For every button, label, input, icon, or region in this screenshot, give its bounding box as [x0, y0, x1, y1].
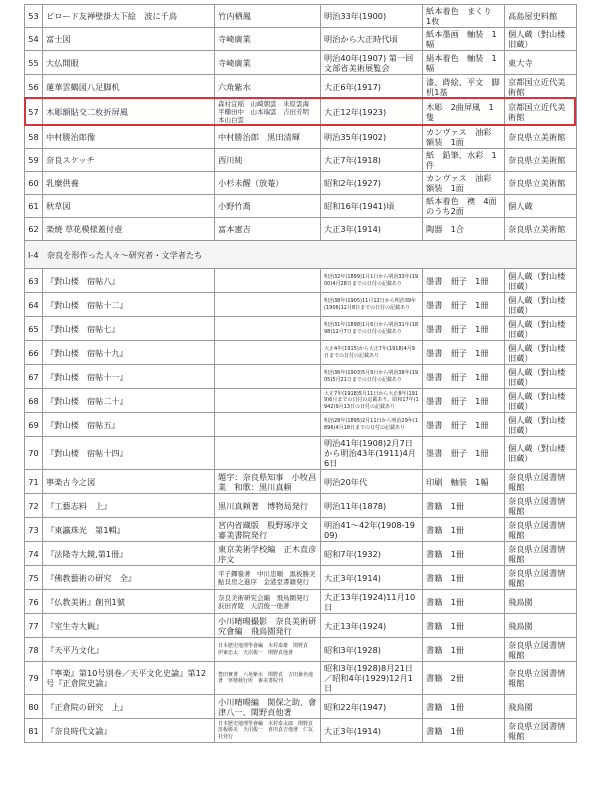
item-title: 『工藝志料 上』 — [43, 494, 215, 518]
item-artist — [215, 365, 321, 389]
item-owner: 奈良県立美術館 — [505, 218, 577, 241]
catalog-row — [25, 518, 577, 542]
item-owner: 個人蔵（對山楼旧蔵） — [505, 437, 577, 470]
item-date: 明治20年代 — [321, 470, 423, 494]
item-date: 昭和3年(1928)8月21日／昭和4年(1929)12月1日 — [321, 662, 423, 695]
catalog-row — [25, 172, 577, 195]
item-artist: 題字：奈良県知事 小牧昌業 和歌：黒川真頼 — [215, 470, 321, 494]
catalog-row — [25, 590, 577, 614]
item-date: 大正3年(1914) — [321, 719, 423, 743]
item-title: 『對山楼 宿帖十一』 — [43, 365, 215, 389]
item-number: 61 — [25, 195, 43, 218]
item-title: 『對山楼 宿帖十二』 — [43, 293, 215, 317]
item-date: 大正3年(1914) — [321, 218, 423, 241]
item-artist: 小杉未醒（放菴） — [215, 172, 321, 195]
catalog-row — [25, 719, 577, 743]
item-date: 昭和3年(1928) — [321, 638, 423, 662]
item-owner: 奈良県立図書情報館 — [505, 542, 577, 566]
item-date: 明治41年(1908)2月7日から明治43年(1911)4月6日 — [321, 437, 423, 470]
item-title: 中村勝治郎像 — [43, 126, 215, 149]
item-date: 明治11年(1878) — [321, 494, 423, 518]
item-medium: 書籍 1冊 — [423, 719, 505, 743]
item-number: 75 — [25, 566, 43, 590]
item-medium: 墨書 冊子 1冊 — [423, 365, 505, 389]
item-number: 78 — [25, 638, 43, 662]
item-date: 大正7年(1918) — [321, 149, 423, 172]
item-date: 明治35年(1902) — [321, 126, 423, 149]
section-header-row — [25, 241, 577, 269]
item-artist: 小野竹喬 — [215, 195, 321, 218]
item-artist — [215, 437, 321, 470]
item-number: 76 — [25, 590, 43, 614]
item-medium: 紙本着色 まくり 1枚 — [423, 5, 505, 28]
item-number: 54 — [25, 28, 43, 51]
item-medium: 紙本着色 襖 4面のうち2面 — [423, 195, 505, 218]
item-artist: 富本憲吉 — [215, 218, 321, 241]
item-medium: 陶器 1合 — [423, 218, 505, 241]
item-date: 昭和2年(1927) — [321, 172, 423, 195]
catalog-row — [25, 293, 577, 317]
catalog-row — [25, 413, 577, 437]
catalog-row — [25, 126, 577, 149]
item-title: 『仏教美術』創刊1號 — [43, 590, 215, 614]
item-number: 58 — [25, 126, 43, 149]
item-owner: 高島屋史料館 — [505, 5, 577, 28]
item-medium: 紙本墨画 軸装 1幅 — [423, 28, 505, 51]
item-date: 大正3年(1914) — [321, 566, 423, 590]
item-number: 53 — [25, 5, 43, 28]
item-title: 『對山楼 宿帖二十』 — [43, 389, 215, 413]
catalog-row — [25, 494, 577, 518]
catalog-row — [25, 269, 577, 293]
item-owner: 飛鳥園 — [505, 695, 577, 719]
item-artist: 小川晴暘編 関保之助、會津八一、関野貞他著 — [215, 695, 321, 719]
item-title: 『天平乃文化』 — [43, 638, 215, 662]
catalog-row — [25, 614, 577, 638]
item-title: 木彫額貼交二枚折屏風 — [43, 99, 215, 126]
catalog-row — [25, 5, 577, 28]
item-owner: 奈良県立図書情報館 — [505, 662, 577, 695]
item-owner: 奈良県立美術館 — [505, 126, 577, 149]
item-owner: 個人蔵（對山楼旧蔵） — [505, 317, 577, 341]
catalog-table — [24, 4, 577, 743]
item-number: 79 — [25, 662, 43, 695]
item-date: 昭和22年(1947) — [321, 695, 423, 719]
item-number: 81 — [25, 719, 43, 743]
item-number: 56 — [25, 75, 43, 99]
item-number: 68 — [25, 389, 43, 413]
item-title: 『對山楼 宿帖七』 — [43, 317, 215, 341]
item-owner: 奈良県立図書情報館 — [505, 566, 577, 590]
item-artist: 日本歴史地理學會編 木村泰太郎 関野貞 黒板勝美 天沼俊一 喜田貞吉他著 仁友社発行 — [215, 719, 321, 743]
item-number: 64 — [25, 293, 43, 317]
item-number: 73 — [25, 518, 43, 542]
item-title: 『奈良時代文論』 — [43, 719, 215, 743]
item-medium: カンヴァス 油彩 額装 1面 — [423, 172, 505, 195]
item-number: 69 — [25, 413, 43, 437]
catalog-row — [25, 51, 577, 75]
item-medium: 書籍 1冊 — [423, 590, 505, 614]
item-artist: 東京美術学校編 正木直彦序文 — [215, 542, 321, 566]
item-number: 63 — [25, 269, 43, 293]
catalog-row — [25, 75, 577, 99]
item-artist: 竹内栖鳳 — [215, 5, 321, 28]
item-medium: 漆、蒔絵、平文 脚机1基 — [423, 75, 505, 99]
item-artist — [215, 341, 321, 365]
catalog-row — [25, 662, 577, 695]
item-artist: 豊田實著 六角紫水 関野貞 吉田兼名他著 寧楽發行所 審美書院刊 — [215, 662, 321, 695]
item-date: 明治31年(1898)1月6日から明治31年(1898)12月7日までの日付の記載あり — [321, 317, 423, 341]
catalog-row — [25, 218, 577, 241]
item-number: 66 — [25, 341, 43, 365]
item-date: 明治から大正時代頃 — [321, 28, 423, 51]
item-medium: 書籍 1冊 — [423, 566, 505, 590]
item-title: 寧楽古今之図 — [43, 470, 215, 494]
catalog-row — [25, 542, 577, 566]
item-title: 『佛教藝術の研究 全』 — [43, 566, 215, 590]
item-date: 大正13年(1924) — [321, 614, 423, 638]
item-title: 乳糜供養 — [43, 172, 215, 195]
item-artist: 奈良美術研究会編 飛鳥園発行 浜田青陵 天沼俊一他著 — [215, 590, 321, 614]
item-date: 明治32年(1899)1月1日から明治33年(1900)4月28日までの日付の記載あり — [321, 269, 423, 293]
item-title: 秋草図 — [43, 195, 215, 218]
catalog-row — [25, 317, 577, 341]
item-owner: 奈良県立図書情報館 — [505, 494, 577, 518]
item-date: 昭和7年(1932) — [321, 542, 423, 566]
item-date: 明治36年(1903)5月9日から明治38年(1905)5月21日までの日付の記載あり — [321, 365, 423, 389]
item-title: ビロード友禅壁掛大下絵 波に千鳥 — [43, 5, 215, 28]
item-title: 『對山楼 宿帖八』 — [43, 269, 215, 293]
item-number: 70 — [25, 437, 43, 470]
item-title: 富士図 — [43, 28, 215, 51]
item-date: 明治40年(1907) 第一回文部省美術展覧会 — [321, 51, 423, 75]
catalog-row — [25, 437, 577, 470]
item-number: 55 — [25, 51, 43, 75]
item-title: 楽焼 草花模様蓋付壺 — [43, 218, 215, 241]
item-medium: 書籍 1冊 — [423, 695, 505, 719]
item-number: 60 — [25, 172, 43, 195]
item-medium: 印刷 軸装 1幅 — [423, 470, 505, 494]
item-medium: 書籍 1冊 — [423, 614, 505, 638]
item-medium: 書籍 1冊 — [423, 518, 505, 542]
item-medium: 書籍 1冊 — [423, 542, 505, 566]
item-date: 昭和16年(1941)頃 — [321, 195, 423, 218]
item-date: 大正6年(1917) — [321, 75, 423, 99]
item-owner: 個人蔵（對山楼旧蔵） — [505, 365, 577, 389]
item-medium: 墨書 冊子 1冊 — [423, 269, 505, 293]
item-date: 大正7年(1918)5月11日から大正8年(1919)6月までの日付の記載あり、昭和17年(1942)9月13日の日付の記載あり — [321, 389, 423, 413]
item-date: 明治33年(1900) — [321, 5, 423, 28]
item-title: 『對山楼 宿帖十四』 — [43, 437, 215, 470]
catalog-row — [25, 638, 577, 662]
item-owner: 飛鳥園 — [505, 590, 577, 614]
item-medium: 木彫 2曲屏風 1隻 — [423, 99, 505, 126]
item-date: 明治41～42年(1908-1909) — [321, 518, 423, 542]
item-artist: 森村宜稲 山崎朝雲 米原雲海 平櫛田中 山本瑞雲 吉田芳明 本山白雲 — [215, 99, 321, 126]
item-artist: 平子鐸嶺著 中川忠順 黒板勝美 鮎貝房之進序 金港堂書籍発行 — [215, 566, 321, 590]
catalog-row — [25, 341, 577, 365]
item-title: 大仏開眼 — [43, 51, 215, 75]
catalog-row — [25, 470, 577, 494]
item-title: 奈良スケッチ — [43, 149, 215, 172]
item-owner: 飛鳥園 — [505, 614, 577, 638]
item-number: 71 — [25, 470, 43, 494]
item-medium: 紙 鉛筆、水彩 1件 — [423, 149, 505, 172]
item-title: 『對山楼 宿帖十九』 — [43, 341, 215, 365]
item-medium: 墨書 冊子 1冊 — [423, 437, 505, 470]
item-owner: 個人蔵（對山楼旧蔵） — [505, 269, 577, 293]
item-number: 67 — [25, 365, 43, 389]
item-owner: 京都国立近代美術館 — [505, 75, 577, 99]
item-title: 『東瀛珠光 第1輯』 — [43, 518, 215, 542]
item-owner: 個人蔵（對山楼旧蔵） — [505, 28, 577, 51]
item-title: 『正倉院の研究 上』 — [43, 695, 215, 719]
item-title: 『法隆寺大鏡,第1冊』 — [43, 542, 215, 566]
item-owner: 奈良県立美術館 — [505, 172, 577, 195]
item-owner: 奈良県立図書情報館 — [505, 470, 577, 494]
catalog-row — [25, 365, 577, 389]
item-number: 65 — [25, 317, 43, 341]
catalog-row — [25, 566, 577, 590]
item-number: 74 — [25, 542, 43, 566]
item-medium: 書籍 2冊 — [423, 662, 505, 695]
catalog-row — [25, 28, 577, 51]
item-number: 72 — [25, 494, 43, 518]
item-owner: 奈良県立図書情報館 — [505, 638, 577, 662]
item-date: 明治38年(1905)11月12日から明治39年(1906)12月8日までの日付の記載あり — [321, 293, 423, 317]
item-date: 大正12年(1923) — [321, 99, 423, 126]
catalog-sheet — [24, 4, 576, 743]
item-owner: 個人蔵（對山楼旧蔵） — [505, 389, 577, 413]
item-owner: 個人蔵（對山楼旧蔵） — [505, 293, 577, 317]
item-artist — [215, 389, 321, 413]
catalog-row — [25, 195, 577, 218]
item-title: 『寧楽』第10号別巻／天平文化史論』第12号『正倉院史論』 — [43, 662, 215, 695]
catalog-row — [25, 149, 577, 172]
item-medium: 墨書 冊子 1冊 — [423, 341, 505, 365]
item-artist — [215, 317, 321, 341]
item-artist: 小川晴暘撮影 奈良美術研究會編 飛鳥園発行 — [215, 614, 321, 638]
item-medium: 書籍 1冊 — [423, 638, 505, 662]
item-owner: 個人蔵（對山楼旧蔵） — [505, 341, 577, 365]
item-owner: 東大寺 — [505, 51, 577, 75]
item-number: 59 — [25, 149, 43, 172]
item-owner: 個人蔵 — [505, 195, 577, 218]
item-number: 77 — [25, 614, 43, 638]
section-heading: Ⅰ-4 奈良を形作った人々～研究者・文学者たち — [25, 241, 577, 269]
item-owner: 奈良県立図書情報館 — [505, 719, 577, 743]
item-owner: 奈良県立図書情報館 — [505, 518, 577, 542]
item-artist: 宮内省蔵版 股野琢序文 審美書院発行 — [215, 518, 321, 542]
item-title: 蓮華雲鶴図八足脚机 — [43, 75, 215, 99]
item-number: 80 — [25, 695, 43, 719]
item-date: 明治28年(1895)2月11日から明治29年(1896)4月18日までの日付の記載あり — [321, 413, 423, 437]
item-medium: 墨書 冊子 1冊 — [423, 293, 505, 317]
item-artist: 寺崎廣業 — [215, 28, 321, 51]
catalog-row — [25, 389, 577, 413]
item-date: 大正13年(1924)11月10日 — [321, 590, 423, 614]
item-medium: カンヴァス 油彩 額装 1面 — [423, 126, 505, 149]
item-medium: 墨書 冊子 1冊 — [423, 317, 505, 341]
item-medium: 書籍 1冊 — [423, 494, 505, 518]
item-artist: 寺崎廣業 — [215, 51, 321, 75]
item-medium: 墨書 冊子 1冊 — [423, 413, 505, 437]
item-artist — [215, 413, 321, 437]
item-number: 62 — [25, 218, 43, 241]
item-medium: 絹本着色 軸装 1幅 — [423, 51, 505, 75]
item-artist: 中村勝治郎 黒田清輝 — [215, 126, 321, 149]
item-artist: 西川純 — [215, 149, 321, 172]
catalog-row — [25, 695, 577, 719]
item-number: 57 — [25, 99, 43, 126]
item-artist: 日本歴史地理學會編 木村泰雄 関野貞 伊東忠太 天沼俊一 関野貞他著 — [215, 638, 321, 662]
item-artist: 六角紫水 — [215, 75, 321, 99]
item-title: 『室生寺大観』 — [43, 614, 215, 638]
catalog-row — [25, 99, 577, 126]
item-date: 大正4年(1915)から大正7年(1918)4月9日までの日付の記載あり — [321, 341, 423, 365]
item-title: 『對山楼 宿帖五』 — [43, 413, 215, 437]
item-owner: 奈良県立美術館 — [505, 149, 577, 172]
item-owner: 京都国立近代美術館 — [505, 99, 577, 126]
item-owner: 個人蔵（對山楼旧蔵） — [505, 413, 577, 437]
item-artist: 黒川真頼著 博物局発行 — [215, 494, 321, 518]
item-artist — [215, 269, 321, 293]
item-artist — [215, 293, 321, 317]
item-medium: 墨書 冊子 1冊 — [423, 389, 505, 413]
